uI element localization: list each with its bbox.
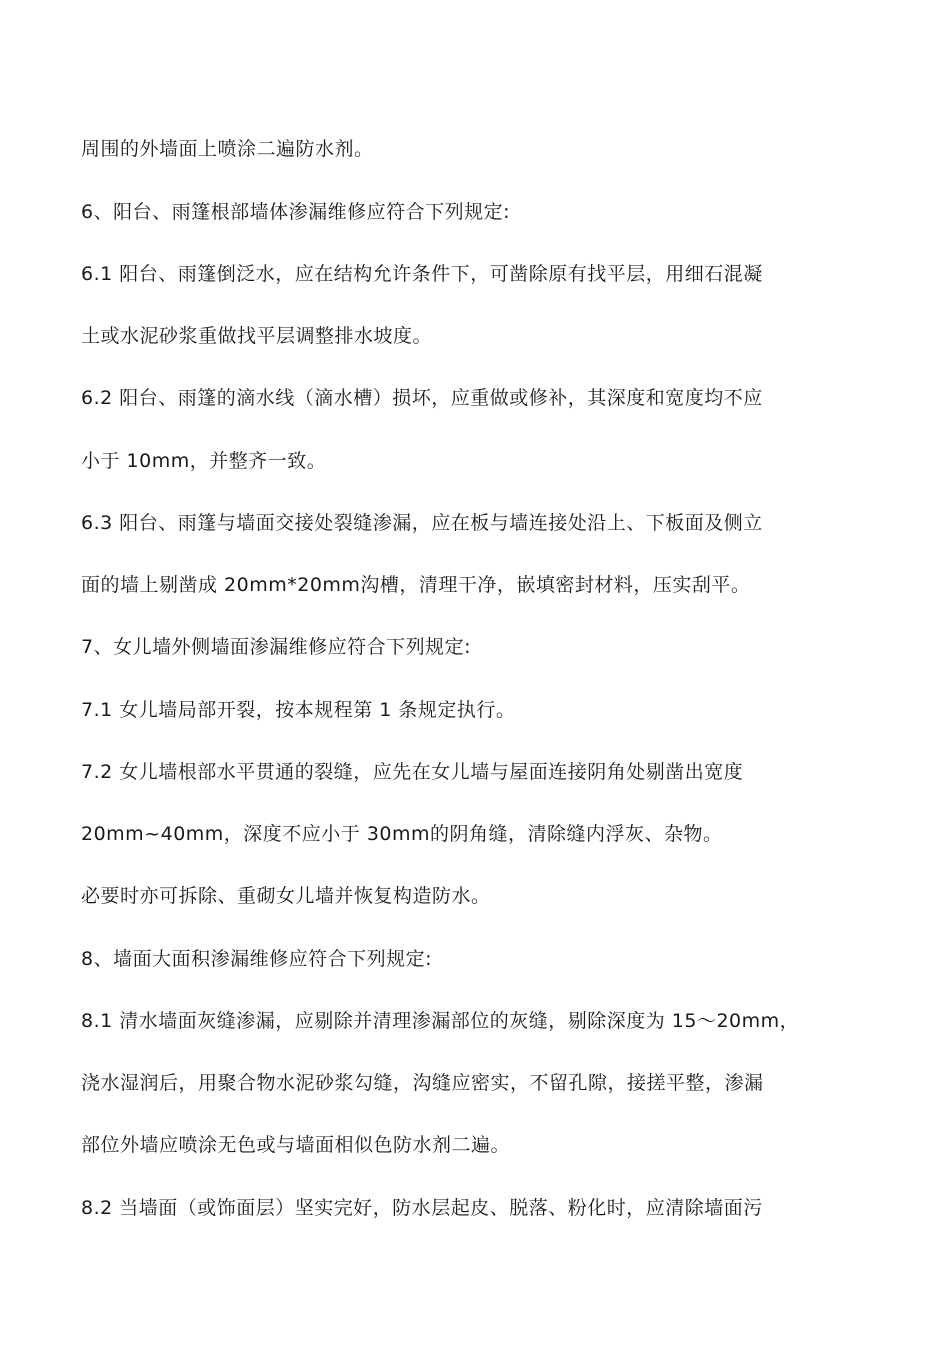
section-heading: 8、墙面大面积渗漏维修应符合下列规定:	[81, 948, 432, 970]
text-line: 6.2 阳台、雨篷的滴水线（滴水槽）损坏，应重做或修补，其深度和宽度均不应	[81, 387, 763, 409]
text-line: 土或水泥砂浆重做找平层调整排水坡度。	[81, 325, 433, 347]
text-line: 面的墙上剔凿成 20mm*20mm沟槽，清理干净，嵌填密封材料，压实刮平。	[81, 574, 751, 596]
text-line: 7.2 女儿墙根部水平贯通的裂缝，应先在女儿墙与屋面连接阴角处剔凿出宽度	[81, 761, 744, 783]
section-heading: 6、阳台、雨篷根部墙体渗漏维修应符合下列规定:	[81, 201, 510, 223]
text-line: 20mm~40mm，深度不应小于 30mm的阴角缝，清除缝内浮灰、杂物。	[81, 823, 723, 845]
text-line: 浇水湿润后，用聚合物水泥砂浆勾缝，沟缝应密实，不留孔隙，接搓平整，渗漏	[81, 1072, 764, 1094]
text-line: 6.3 阳台、雨篷与墙面交接处裂缝渗漏，应在板与墙连接处沿上、下板面及侧立	[81, 512, 763, 534]
text-line: 部位外墙应喷涂无色或与墙面相似色防水剂二遍。	[81, 1134, 511, 1156]
text-line: 必要时亦可拆除、重砌女儿墙并恢复构造防水。	[81, 885, 491, 907]
text-line: 6.1 阳台、雨篷倒泛水，应在结构允许条件下，可凿除原有找平层，用细石混凝	[81, 263, 763, 285]
text-line: 7.1 女儿墙局部开裂，按本规程第 1 条规定执行。	[81, 699, 516, 721]
text-line: 8.2 当墙面（或饰面层）坚实完好，防水层起皮、脱落、粉化时，应清除墙面污	[81, 1197, 763, 1219]
text-line: 小于 10mm，并整齐一致。	[81, 450, 327, 472]
text-line: 8.1 清水墙面灰缝渗漏，应剔除并清理渗漏部位的灰缝，剔除深度为 15～20mm，	[81, 1010, 800, 1032]
text-line: 周围的外墙面上喷涂二遍防水剂。	[81, 138, 374, 160]
section-heading: 7、女儿墙外侧墙面渗漏维修应符合下列规定:	[81, 636, 471, 658]
